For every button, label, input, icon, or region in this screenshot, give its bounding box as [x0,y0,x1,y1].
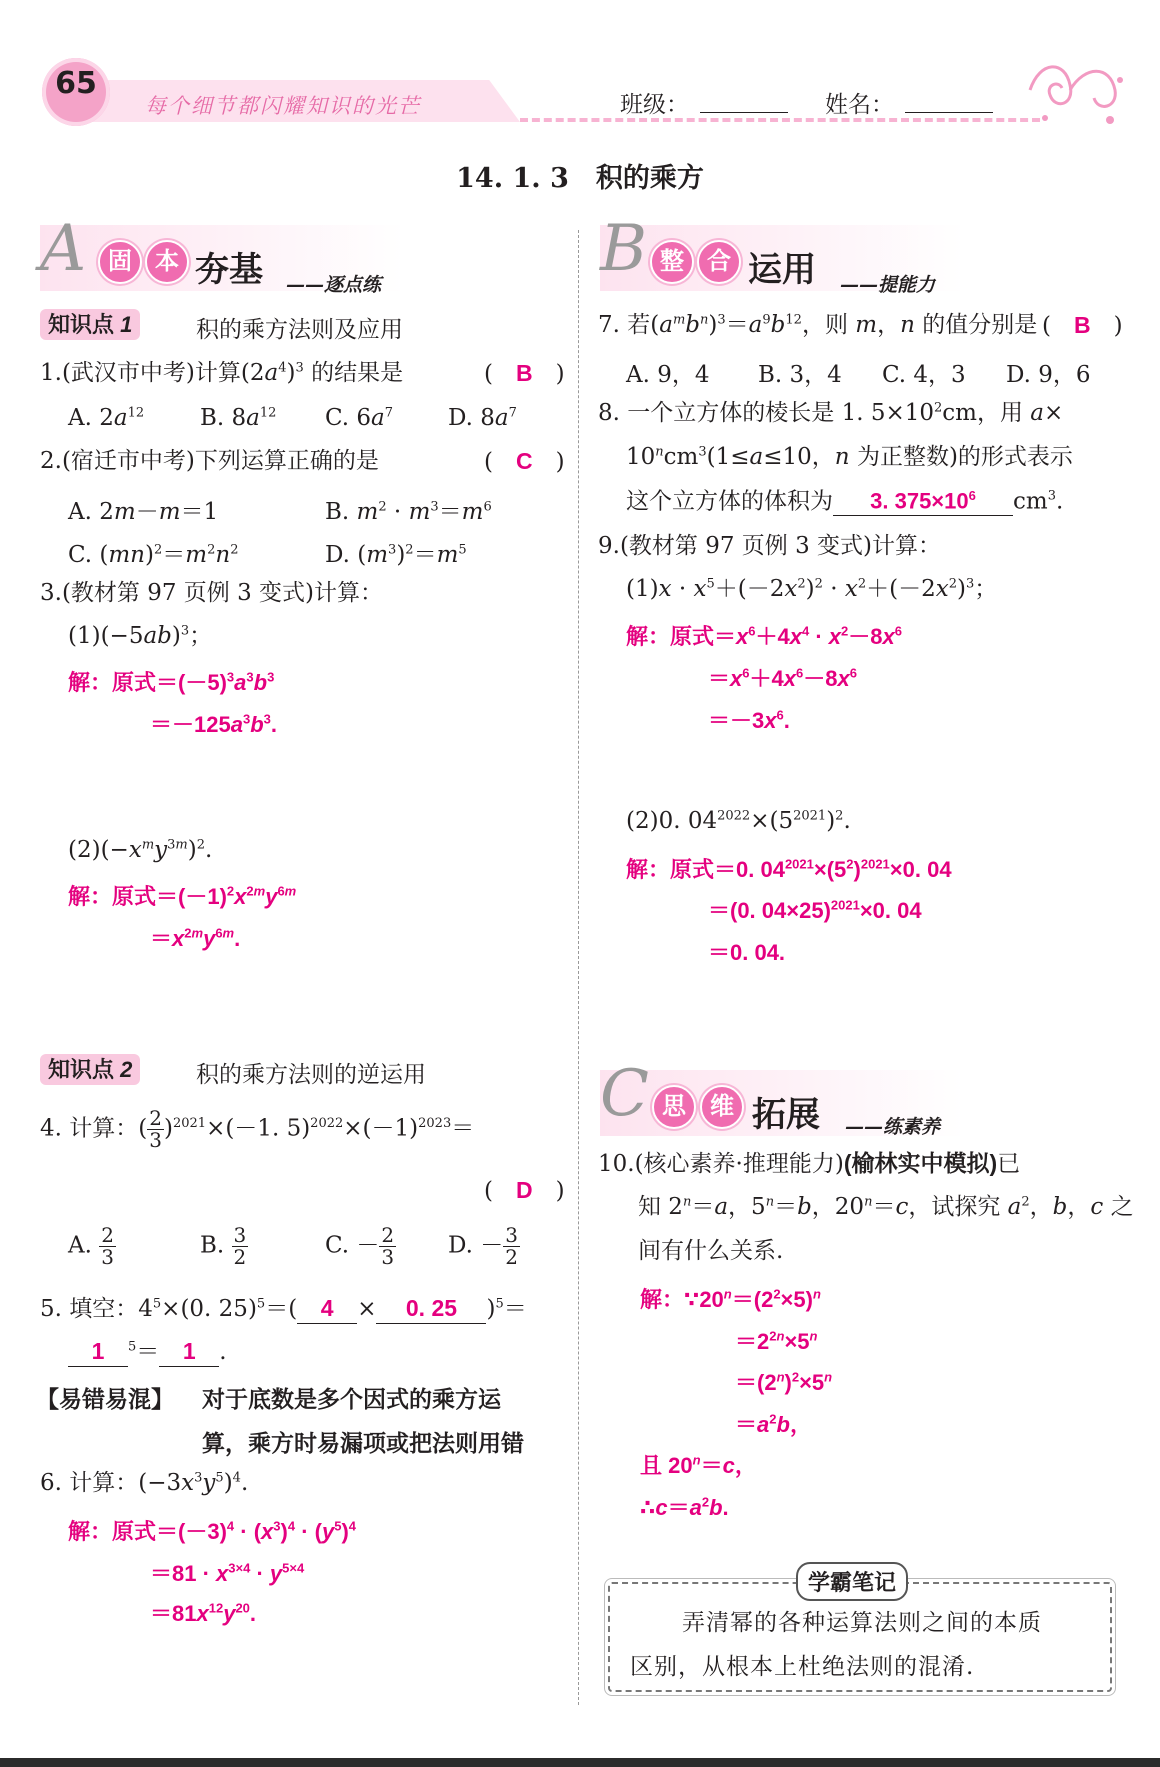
section-c-circle-2: 维 [700,1085,744,1129]
question-10-line-2: 知 $2^n=a$，$5^n=b$，$20^n=c$，试探究 $a^2$，b，c 之 [638,1194,1134,1220]
q10-solution-line-2: $=2^{2n}\times 5^n$ [735,1328,818,1354]
q1-stem-b: ) [286,360,296,386]
section-a-circle-2: 本 [145,240,189,284]
question-7: 7. 若$(a^mb^n)^3=a^9b^{12}$，则 m，n 的值分别是 [598,312,1038,338]
section-b-circle-1: 整 [650,240,694,284]
q6-solution-line-1: 解：原式$=(-3)^4 \cdot (x^3)^4 \cdot (y^5)^4$ [68,1518,357,1544]
question-9: 9.(教材第 97 页例 3 变式)计算： [598,533,942,559]
q10-solution-line-4: $=a^2b$， [735,1411,812,1437]
question-5-line-2: 1 $^5$＝ 1 . [68,1338,227,1367]
q1-stem: 1.(武汉市中考)计算(2 [40,360,265,386]
header-slogan: 每个细节都闪耀知识的光芒 [145,94,421,118]
q3-part-2: $(2)(-x^my^{3m})^2$. [68,837,213,863]
q7-option-c[interactable]: C. 4，3 [882,362,966,388]
knowledge-point-1-badge [40,308,140,339]
section-c-circle-1: 思 [652,1085,696,1129]
q6-solution-line-3: $=81x^{12}y^{20}$. [150,1600,257,1626]
q3-part-1: $(1)(-5ab)^3$； [68,623,213,649]
header-dashline [520,118,1040,122]
q9-1-solution-line-2: $=x^6+4x^6-8x^6$ [708,665,857,691]
q7-answer: B [1073,312,1091,338]
flourish-ornament-icon [1020,50,1130,130]
q3-2-solution-line-1: 解：原式$=(-1)^2x^{2m}y^{6m}$ [68,883,297,909]
q1-stem-c: 的结果是 [311,360,404,386]
page-number: 65 [55,66,97,101]
q2-answer-bracket: ( C ) [484,448,565,475]
q4-option-c[interactable]: C. － $\frac{2}{3}$ [325,1223,395,1269]
question-8-line-2: $10^ncm^3(1\le a\le 10$，n 为正整数)的形式表示 [626,444,1073,470]
question-3: 3.(教材第 97 页例 3 变式)计算： [40,580,384,606]
q8-answer-blank[interactable]: 3. $375\times 10^6$ [833,488,1013,516]
q9-part-2: (2)0. $04^{2022}\times(5^{2021})^2$. [626,808,851,834]
section-a-circle-1: 固 [98,240,142,284]
mistake-line-1: 对于底数是多个因式的乘方运 [202,1386,501,1412]
study-note-line-2: 区别，从根本上杜绝法则的混淆. [630,1654,975,1680]
section-b-subtitle: ——提能力 [840,274,936,296]
kp-label: 知识点 [48,312,115,337]
section-c-title: 拓展 [752,1096,820,1134]
question-1: 1.(武汉市中考)计算$(2a^4)^3$ 的结果是 [40,360,404,386]
q10-solution-line-6: $\therefore c=a^2b$. [640,1494,729,1520]
q4-answer: D [515,1177,533,1203]
q5-blank-4[interactable]: 1 [159,1338,219,1367]
q1-option-b[interactable]: B. $8a^{12}$ [200,405,277,431]
q9-2-solution-line-1: 解：原式＝0. $04^{2021}\times(5^2)^{2021}\times 0$. 04 [626,856,952,882]
question-8-line-3: 这个立方体的体积为 3. $375\times 10^6$ $cm^3$. [626,488,1064,515]
q4-option-d[interactable]: D. － $\frac{3}{2}$ [448,1223,518,1269]
column-divider [578,230,579,1705]
q9-1-solution-line-3: $=-3x^6$. [708,707,790,733]
section-b-letter: B [600,212,648,286]
q2-option-c[interactable]: C. $(mn)^2=m^2n^2$ [68,542,239,568]
q1-answer-bracket: ( B ) [484,360,565,387]
page-title: 14. 1. 3 积的乘方 [456,163,704,194]
class-label: 班级： [620,92,689,118]
section-b-circle-2: 合 [697,240,741,284]
question-8-line-1: 8. 一个立方体的棱长是 1. $5\times 10^2cm$，用 a× [598,400,1064,426]
q3-2-solution-line-2: $=x^{2m}y^{6m}$. [150,925,241,951]
name-field[interactable] [905,112,993,113]
q5-blank-1[interactable]: 4 [297,1295,357,1324]
section-a-subtitle: ——逐点练 [286,274,382,296]
q7-answer-bracket: ( B ) [1042,312,1123,339]
section-a-title: 夯基 [195,251,263,289]
q2-option-b[interactable]: B. $m^2 \cdot m^3=m^6$ [325,499,492,525]
class-field[interactable] [700,112,788,113]
q9-part-1: $(1)x \cdot x^5+(-2x^2)^2 \cdot x^2+(-2x^2)^3$； [626,576,998,602]
study-note-title: 学霸笔记 [796,1562,908,1601]
knowledge-point-2-badge: 知识点 2 [40,1053,140,1084]
q3-1-solution-line-1: 解：原式$=(-5)^3a^3b^3$ [68,669,275,695]
q1-option-c[interactable]: C. $6a^7$ [325,405,394,431]
q3-1-solution-line-2: $=-125a^3b^3$. [150,711,278,737]
q9-2-solution-line-2: ＝(0. 04×25)$^{2021}$×0. 04 [708,897,922,923]
question-6: 6. 计算：$(-3x^3y^5)^4$. [40,1470,249,1496]
question-4: 4. 计算：( $\frac{2}{3}$ )$^{2021}$×(－1. $5)^{2022}\times(-1)^{2023}=$ [40,1106,475,1152]
question-10-line-1: 10.(核心素养·推理能力)(榆林实中模拟)已 [598,1150,1021,1177]
q1-answer: B [515,360,533,386]
q9-2-solution-line-3: ＝0. 04. [708,940,786,965]
q4-option-a[interactable]: A. $\frac{2}{3}$ [68,1223,114,1269]
q7-option-d[interactable]: D. 9，6 [1006,362,1091,388]
knowledge-point-2-title: 积的乘方法则的逆运用 [196,1061,426,1087]
bottom-edge-strip [0,1758,1160,1767]
q7-option-b[interactable]: B. 3，4 [758,362,842,388]
mistake-tag: 【易错易混】 [36,1386,174,1412]
question-5: 5. 填空：$4^5\times(0$. 25)$^5$＝( 4 × 0. 25 )$^5$＝ [40,1295,527,1322]
q7-option-a[interactable]: A. 9，4 [626,362,710,388]
section-c-subtitle: ——练素养 [845,1116,941,1138]
section-b-title: 运用 [748,251,816,289]
study-note-line-1: 弄清幂的各种运算法则之间的本质 [682,1610,1042,1636]
q4-option-b[interactable]: B. $\frac{3}{2}$ [200,1223,247,1269]
q10-solution-line-3: $=(2^n)^2\times 5^n$ [735,1369,833,1395]
q10-solution-line-5: 且 $20^n=c$， [640,1452,757,1478]
q10-solution-line-1: 解：$\because 20^n=(2^2\times 5)^n$ [640,1286,821,1312]
q9-1-solution-line-1: 解：原式$=x^6+4x^4 \cdot x^2-8x^6$ [626,623,903,649]
q5-blank-3[interactable]: 1 [68,1338,128,1367]
question-2: 2.(宿迁市中考)下列运算正确的是 [40,448,379,474]
q1-option-d[interactable]: D. $8a^7$ [448,405,517,431]
question-10-line-3: 间有什么关系. [638,1238,784,1264]
q2-option-d[interactable]: D. $(m^3)^2=m^5$ [325,542,467,568]
section-c-letter: C [600,1057,649,1131]
mistake-line-2: 算，乘方时易漏项或把法则用错 [202,1430,524,1456]
q1-option-a[interactable]: A. $2a^{12}$ [68,405,145,431]
q5-blank-2[interactable]: 0. 25 [376,1295,486,1324]
q2-option-a[interactable]: A. 2m－m＝1 [68,499,219,525]
kp-number: 1 [120,312,133,337]
knowledge-point-1-title: 积的乘方法则及应用 [196,316,403,342]
q6-solution-line-2: $=81 \cdot x^{3\times 4} \cdot y^{5\times 4}$ [150,1560,305,1586]
q2-answer: C [515,448,533,474]
q4-answer-bracket: ( D ) [484,1177,565,1204]
name-label: 姓名： [825,92,894,118]
section-a-letter: A [40,212,87,286]
